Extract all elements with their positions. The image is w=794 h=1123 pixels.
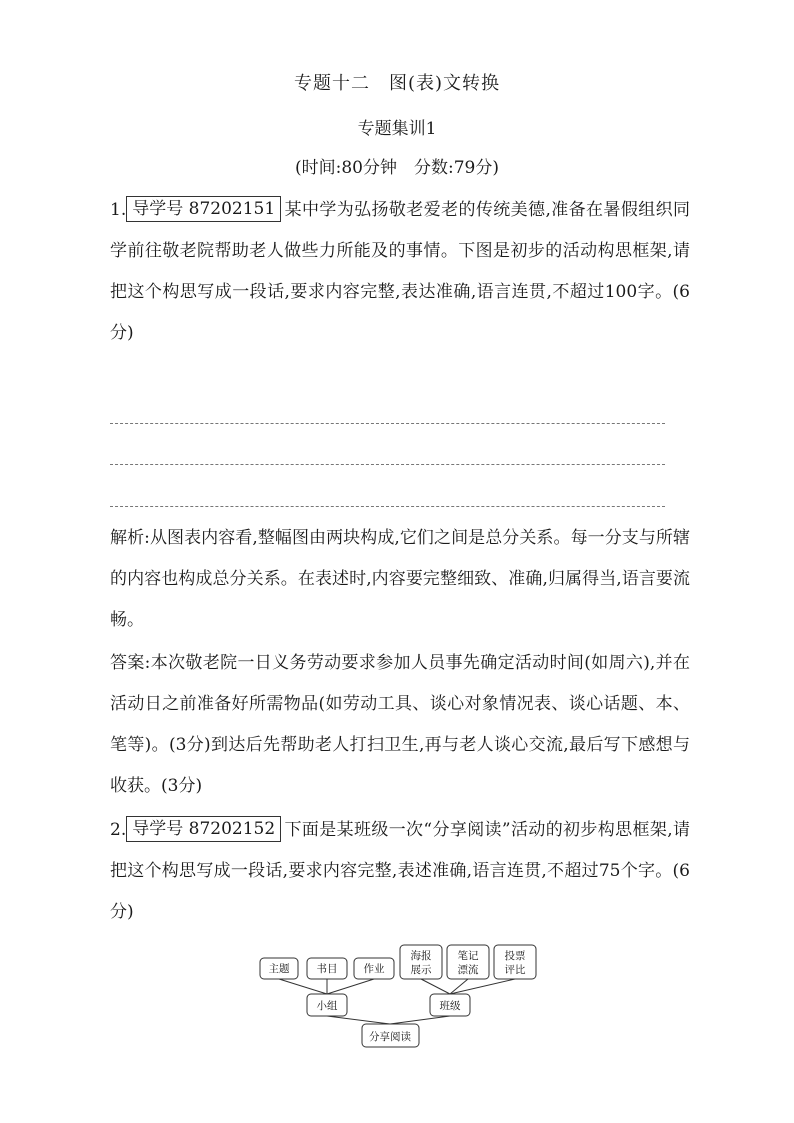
node-xiaozu [307, 994, 347, 1016]
node-haibao-label-2: 展示 [410, 964, 432, 976]
answer-text: 答案:本次敬老院一日义务劳动要求参加人员事先确定活动时间(如周六),并在活动日之前准备好所需物品(如劳动工具、谈心对象情况表、谈心话题、本、笔等)。(3分)到达后先帮助老人打扫卫生,再与老人谈心交流,最后写下感想与收获。(3分) [110, 653, 690, 796]
node-zuoye-label: 作业 [363, 963, 385, 975]
answer-line-1[interactable] [110, 423, 665, 424]
page-subtitle: 专题集训1 [357, 119, 437, 139]
node-toupiao-label-2: 评比 [504, 964, 526, 976]
node-banji-label: 班级 [439, 1000, 461, 1012]
node-zhuti-label: 主题 [268, 963, 290, 975]
time-score-info: (时间:80分钟 分数:79分) [295, 158, 499, 178]
question-2-text: 下面是某班级一次“分享阅读”活动的初步构思框架,请把这个构思写成一段话,要求内容完整,表述准确,语言连贯,不超过75个字。(6分) [110, 820, 690, 922]
edge-haibao-banji [421, 979, 450, 994]
answer-line-3[interactable] [110, 506, 665, 507]
node-zuoye [354, 958, 394, 979]
node-biji [447, 945, 489, 979]
node-haibao-label-1: 海报 [410, 950, 432, 962]
question-1 [110, 190, 690, 354]
activity-framework-diagram [250, 936, 550, 1054]
node-zhuti [260, 958, 298, 979]
question-2-number: 2. [110, 820, 127, 840]
edge-xiaozu-root [327, 1016, 390, 1024]
question-1-number: 1. [110, 200, 127, 220]
question-2-guide-number[interactable]: 导学号 87202152 [126, 816, 281, 842]
node-root-label: 分享阅读 [369, 1031, 411, 1043]
node-shumu [307, 958, 347, 979]
question-1-text: 某中学为弘扬敬老爱老的传统美德,准备在暑假组织同学前往敬老院帮助老人做些力所能及的事情。下图是初步的活动构思框架,请把这个构思写成一段话,要求内容完整,表达准确,语言连贯,不超过100字。(6分) [110, 200, 690, 343]
answer-line-2[interactable] [110, 464, 665, 465]
edge-zhuti-xiaozu [279, 979, 327, 994]
analysis-text: 解析:从图表内容看,整幅图由两块构成,它们之间是总分关系。每一分支与所辖的内容也构成总分关系。在表述时,内容要完整细致、准确,归属得当,语言要流畅。 [110, 528, 690, 630]
node-biji-label-1: 笔记 [457, 950, 479, 962]
node-toupiao [494, 945, 536, 979]
node-toupiao-label-1: 投票 [504, 950, 526, 962]
question-2 [110, 810, 690, 933]
node-shumu-label: 书目 [316, 963, 338, 975]
edge-banji-root [390, 1016, 450, 1024]
question-1-guide-number[interactable]: 导学号 87202151 [126, 196, 281, 222]
node-root [362, 1024, 419, 1047]
node-xiaozu-label: 小组 [316, 1000, 338, 1012]
page-title: 专题十二 图(表)文转换 [293, 73, 501, 94]
edge-zuoye-xiaozu [327, 979, 374, 994]
node-banji [430, 994, 470, 1016]
node-biji-label-2: 漂流 [457, 964, 479, 976]
node-haibao [400, 945, 442, 979]
